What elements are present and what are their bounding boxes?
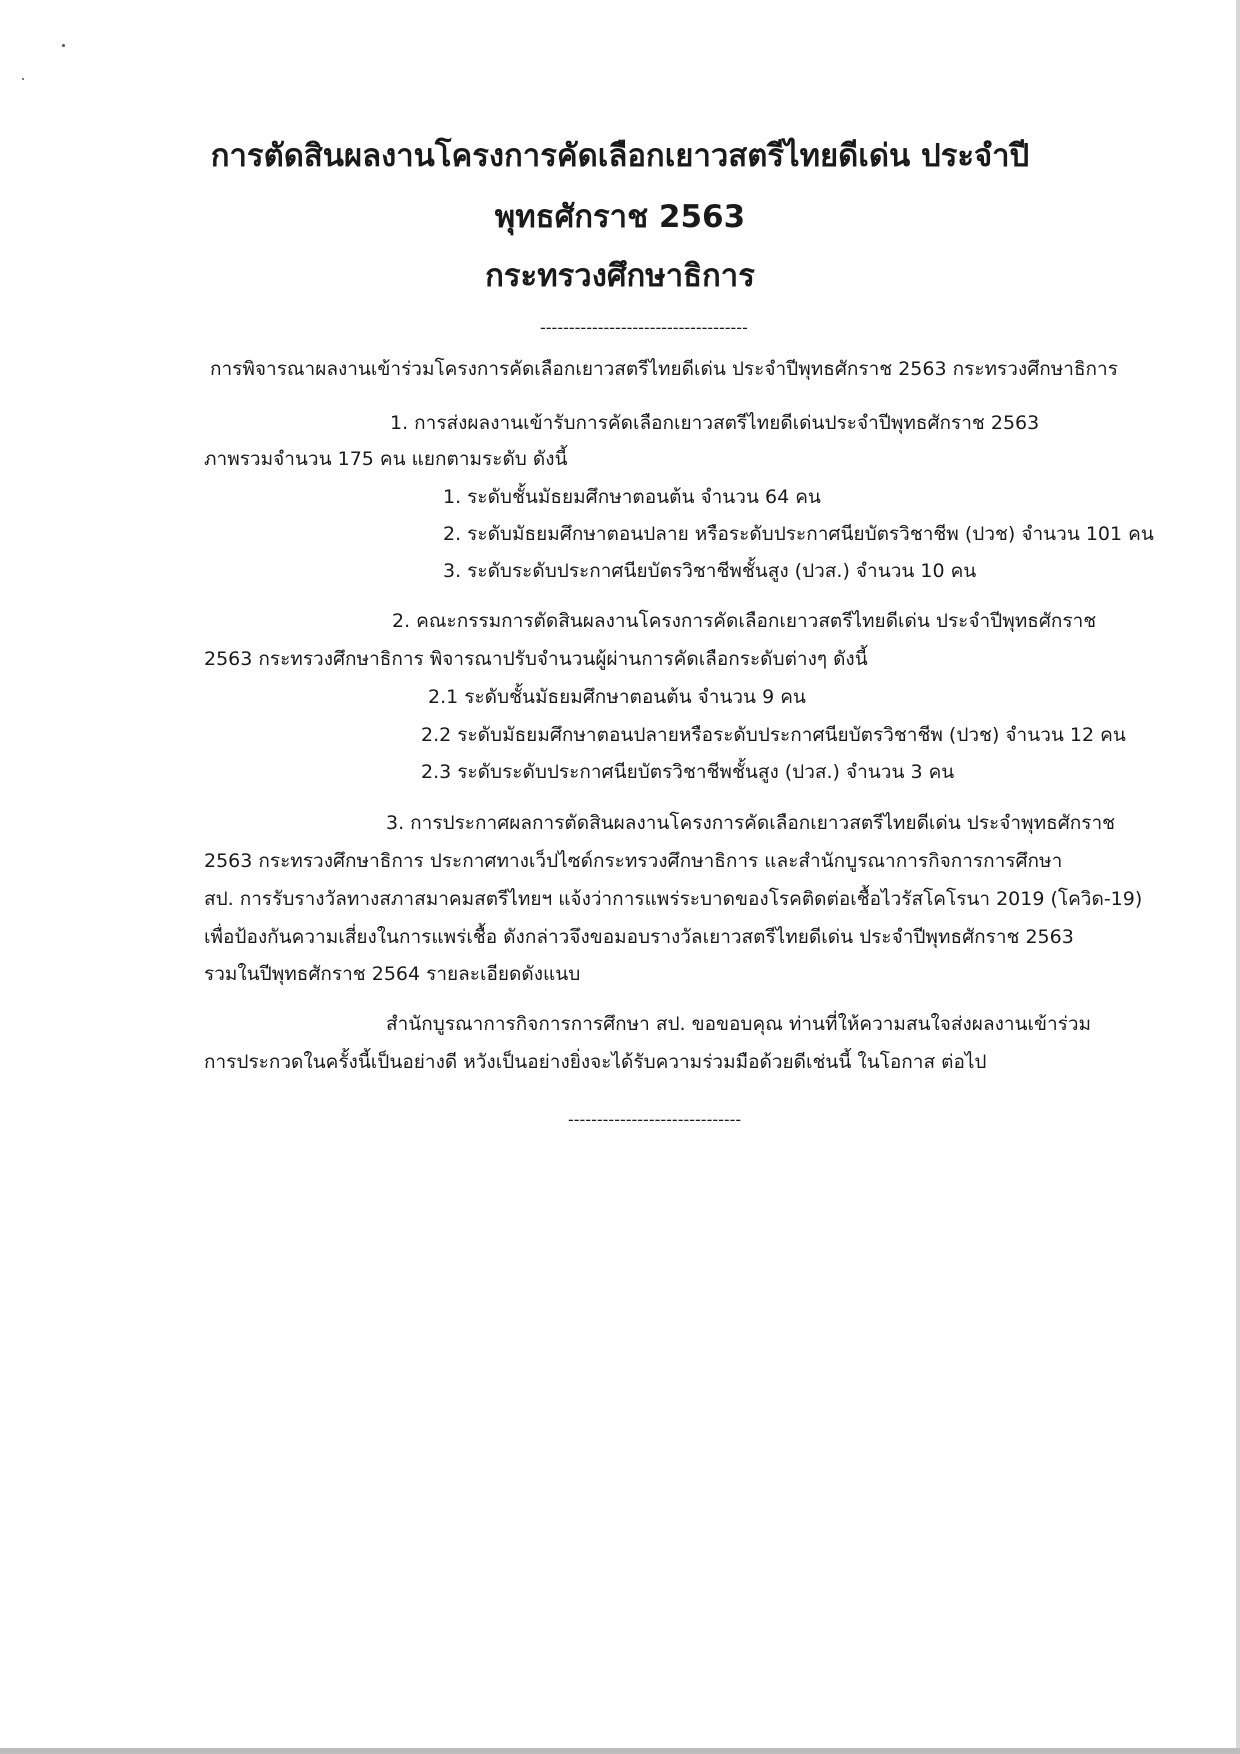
scan-speck — [62, 44, 65, 47]
section-3-line: เพื่อป้องกันความเสี่ยงในการแพร่เชื้อ ดังกล่าวจึงขอมอบรางวัลเยาวสตรีไทยดีเด่น ประจำปีพุทธศักราช 2563 — [204, 926, 1074, 948]
section-3-line: สป. การรับรางวัลทางสภาสมาคมสตรีไทยฯ แจ้งว่าการแพร่ระบาดของโรคติดต่อเชื้อไวรัสโคโรนา 2019 (โควิด-19) — [204, 888, 1143, 910]
section-1-item: 1. ระดับชั้นมัธยมศึกษาตอนต้น จำนวน 64 คน — [443, 486, 821, 508]
separator-bottom: ------------------------------ — [568, 1110, 742, 1129]
section-3-line: 3. การประกาศผลการตัดสินผลงานโครงการคัดเลือกเยาวสตรีไทยดีเด่น ประจำพุทธศักราช — [386, 812, 1116, 834]
intro-paragraph: การพิจารณาผลงานเข้าร่วมโครงการคัดเลือกเยาวสตรีไทยดีเด่น ประจำปีพุทธศักราช 2563 กระทรวงศึกษาธิการ — [210, 358, 1118, 380]
scan-edge-bottom — [0, 1748, 1240, 1754]
section-1-item: 3. ระดับระดับประกาศนียบัตรวิชาชีพชั้นสูง (ปวส.) จำนวน 10 คน — [443, 560, 977, 582]
scan-edge-right — [1236, 0, 1240, 1754]
section-3-line: 2563 กระทรวงศึกษาธิการ ประกาศทางเว็ปไซด์กระทรวงศึกษาธิการ และสำนักบูรณาการกิจการการศึกษา — [204, 850, 1063, 872]
section-2-item: 2.2 ระดับมัธยมศึกษาตอนปลายหรือระดับประกาศนียบัตรวิชาชีพ (ปวช) จำนวน 12 คน — [421, 724, 1126, 746]
separator-top: ------------------------------------ — [540, 318, 748, 337]
section-1-heading: 1. การส่งผลงานเข้ารับการคัดเลือกเยาวสตรีไทยดีเด่นประจำปีพุทธศักราช 2563 — [390, 412, 1040, 434]
document-title-line-1: การตัดสินผลงานโครงการคัดเลือกเยาวสตรีไทยดีเด่น ประจำปี — [210, 138, 1030, 174]
section-2-subheading: 2563 กระทรวงศึกษาธิการ พิจารณาปรับจำนวนผู้ผ่านการคัดเลือกระดับต่างๆ ดังนี้ — [204, 648, 868, 670]
closing-line: สำนักบูรณาการกิจการการศึกษา สป. ขอขอบคุณ ท่านที่ให้ความสนใจส่งผลงานเข้าร่วม — [386, 1013, 1092, 1035]
scan-speck — [22, 78, 24, 80]
section-2-item: 2.1 ระดับชั้นมัธยมศึกษาตอนต้น จำนวน 9 คน — [428, 686, 806, 708]
section-1-item: 2. ระดับมัธยมศึกษาตอนปลาย หรือระดับประกาศนียบัตรวิชาชีพ (ปวช) จำนวน 101 คน — [443, 523, 1154, 545]
section-2-heading: 2. คณะกรรมการตัดสินผลงานโครงการคัดเลือกเยาวสตรีไทยดีเด่น ประจำปีพุทธศักราช — [392, 610, 1097, 632]
document-title-line-2: พุทธศักราช 2563 — [494, 199, 746, 235]
section-2-item: 2.3 ระดับระดับประกาศนียบัตรวิชาชีพชั้นสูง (ปวส.) จำนวน 3 คน — [421, 761, 955, 783]
closing-line: การประกวดในครั้งนี้เป็นอย่างดี หวังเป็นอย่างยิ่งจะได้รับความร่วมมือด้วยดีเช่นนี้ ในโอกาส ต่อไป — [204, 1051, 987, 1073]
section-3-line: รวมในปีพุทธศักราช 2564 รายละเอียดดังแนบ — [204, 963, 581, 985]
document-title-line-3: กระทรวงศึกษาธิการ — [485, 258, 755, 294]
section-1-summary: ภาพรวมจำนวน 175 คน แยกตามระดับ ดังนี้ — [204, 448, 568, 470]
